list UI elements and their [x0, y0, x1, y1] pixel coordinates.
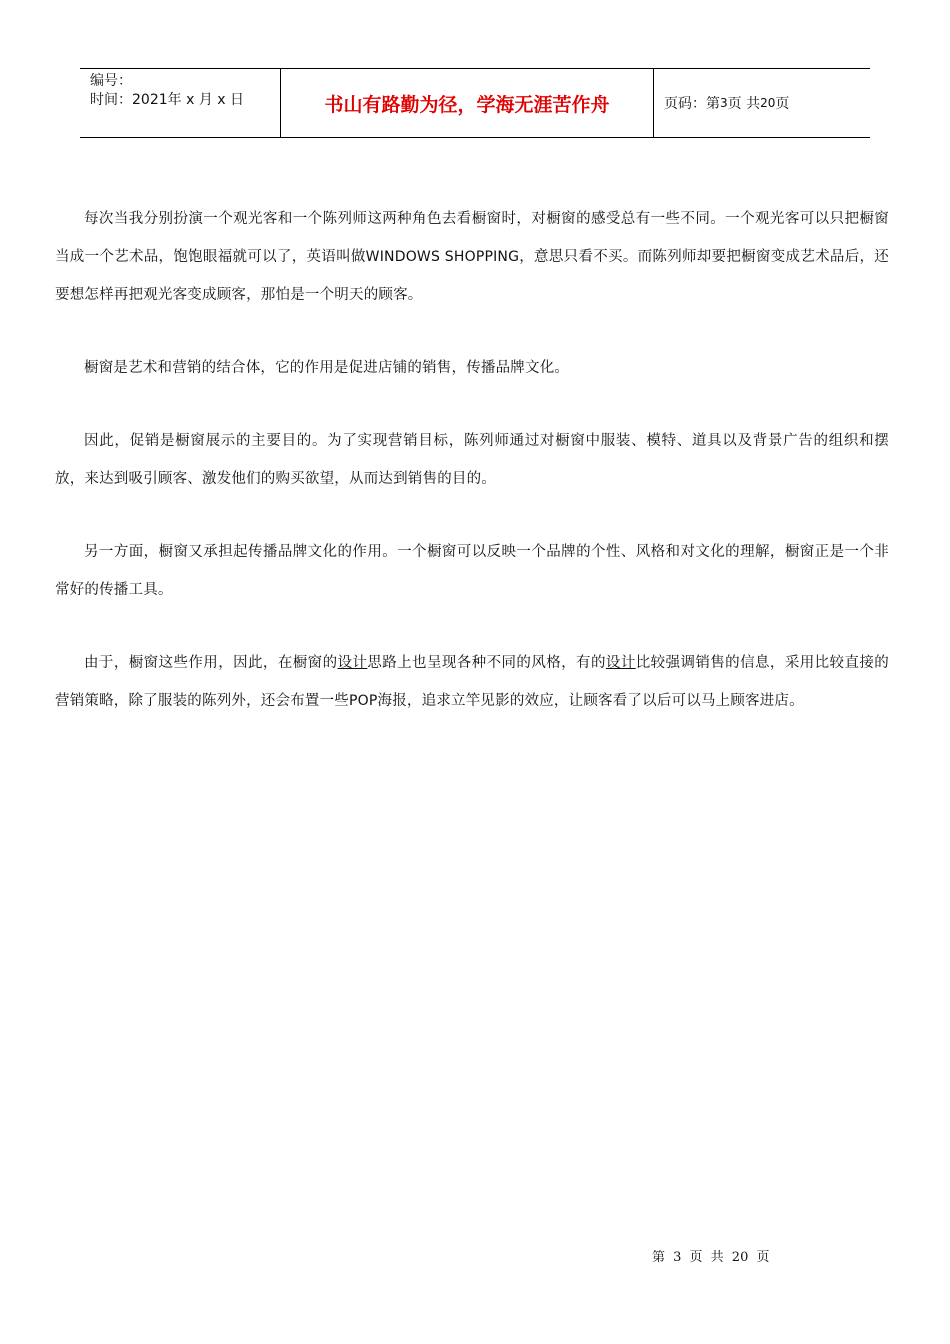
paragraph-5-text-d: 海报，追求立竿见影的效应，让顾客看了以后可以马上顾客进店。 — [377, 693, 804, 709]
paragraph-5-text-c: 比较强调销售的信息，采用比较直接的营销策略，除了服装的陈列外，还会布置一些 — [55, 655, 889, 709]
document-body — [55, 200, 889, 755]
date-year: 2021 — [132, 92, 168, 108]
paragraph-5 — [55, 644, 889, 720]
paragraph-3: 因此，促销是橱窗展示的主要目的。为了实现营销目标，陈列师通过对橱窗中服装、模特、道具以及背景广告的组织和摆放，来达到吸引顾客、激发他们的购买欲望，从而达到销售的目的。 — [55, 433, 889, 487]
paragraph-4: 另一方面，橱窗又承担起传播品牌文化的作用。一个橱窗可以反映一个品牌的个性、风格和对文化的理解，橱窗正是一个非常好的传播工具。 — [55, 544, 889, 598]
date-rest: 年 x 月 x 日 — [167, 92, 245, 108]
header-motto: 书山有路勤为径，学海无涯苦作舟 — [281, 69, 654, 137]
paragraph-2: 橱窗是艺术和营销的结合体，它的作用是促进店铺的销售，传播品牌文化。 — [84, 360, 570, 376]
paragraph-1-text-b: ，意思只看不买。而陈列师却要把橱窗变成艺术品后，还要想怎样再把观光客变成顾客，那怕是一个明天的顾客。 — [55, 249, 890, 303]
page-current: 3 — [720, 96, 728, 110]
time-label: 时间： — [90, 92, 132, 108]
page-end: 页 — [775, 96, 790, 112]
paragraph-1-english-term: WINDOWS SHOPPING — [365, 249, 520, 265]
header-page-info — [654, 69, 870, 137]
paragraph-5-text-b: 思路上也呈现各种不同的风格，有的 — [367, 655, 606, 671]
document-header — [80, 68, 870, 138]
header-meta — [80, 69, 281, 137]
page-total: 20 — [760, 96, 776, 110]
design-link-2[interactable]: 设计 — [605, 655, 636, 671]
paragraph-5-pop-term: POP — [349, 693, 378, 709]
paragraph-1 — [55, 200, 889, 314]
page-mid: 页 共 — [727, 96, 761, 112]
design-link-1[interactable]: 设计 — [337, 655, 368, 671]
page-label: 页码：第 — [664, 96, 720, 112]
page-footer: 第 3 页 共 20 页 — [652, 1250, 770, 1265]
paragraph-5-text-a: 由于，橱窗这些作用，因此，在橱窗的 — [84, 655, 338, 671]
paragraph-1-text-a: 每次当我分别扮演一个观光客和一个陈列师这两种角色去看橱窗时，对橱窗的感受总有一些不同。一个观光客可以只把橱窗当成一个艺术品，饱饱眼福就可以了，英语叫做 — [55, 211, 889, 265]
date-line — [90, 91, 280, 110]
serial-label: 编号： — [90, 73, 132, 89]
